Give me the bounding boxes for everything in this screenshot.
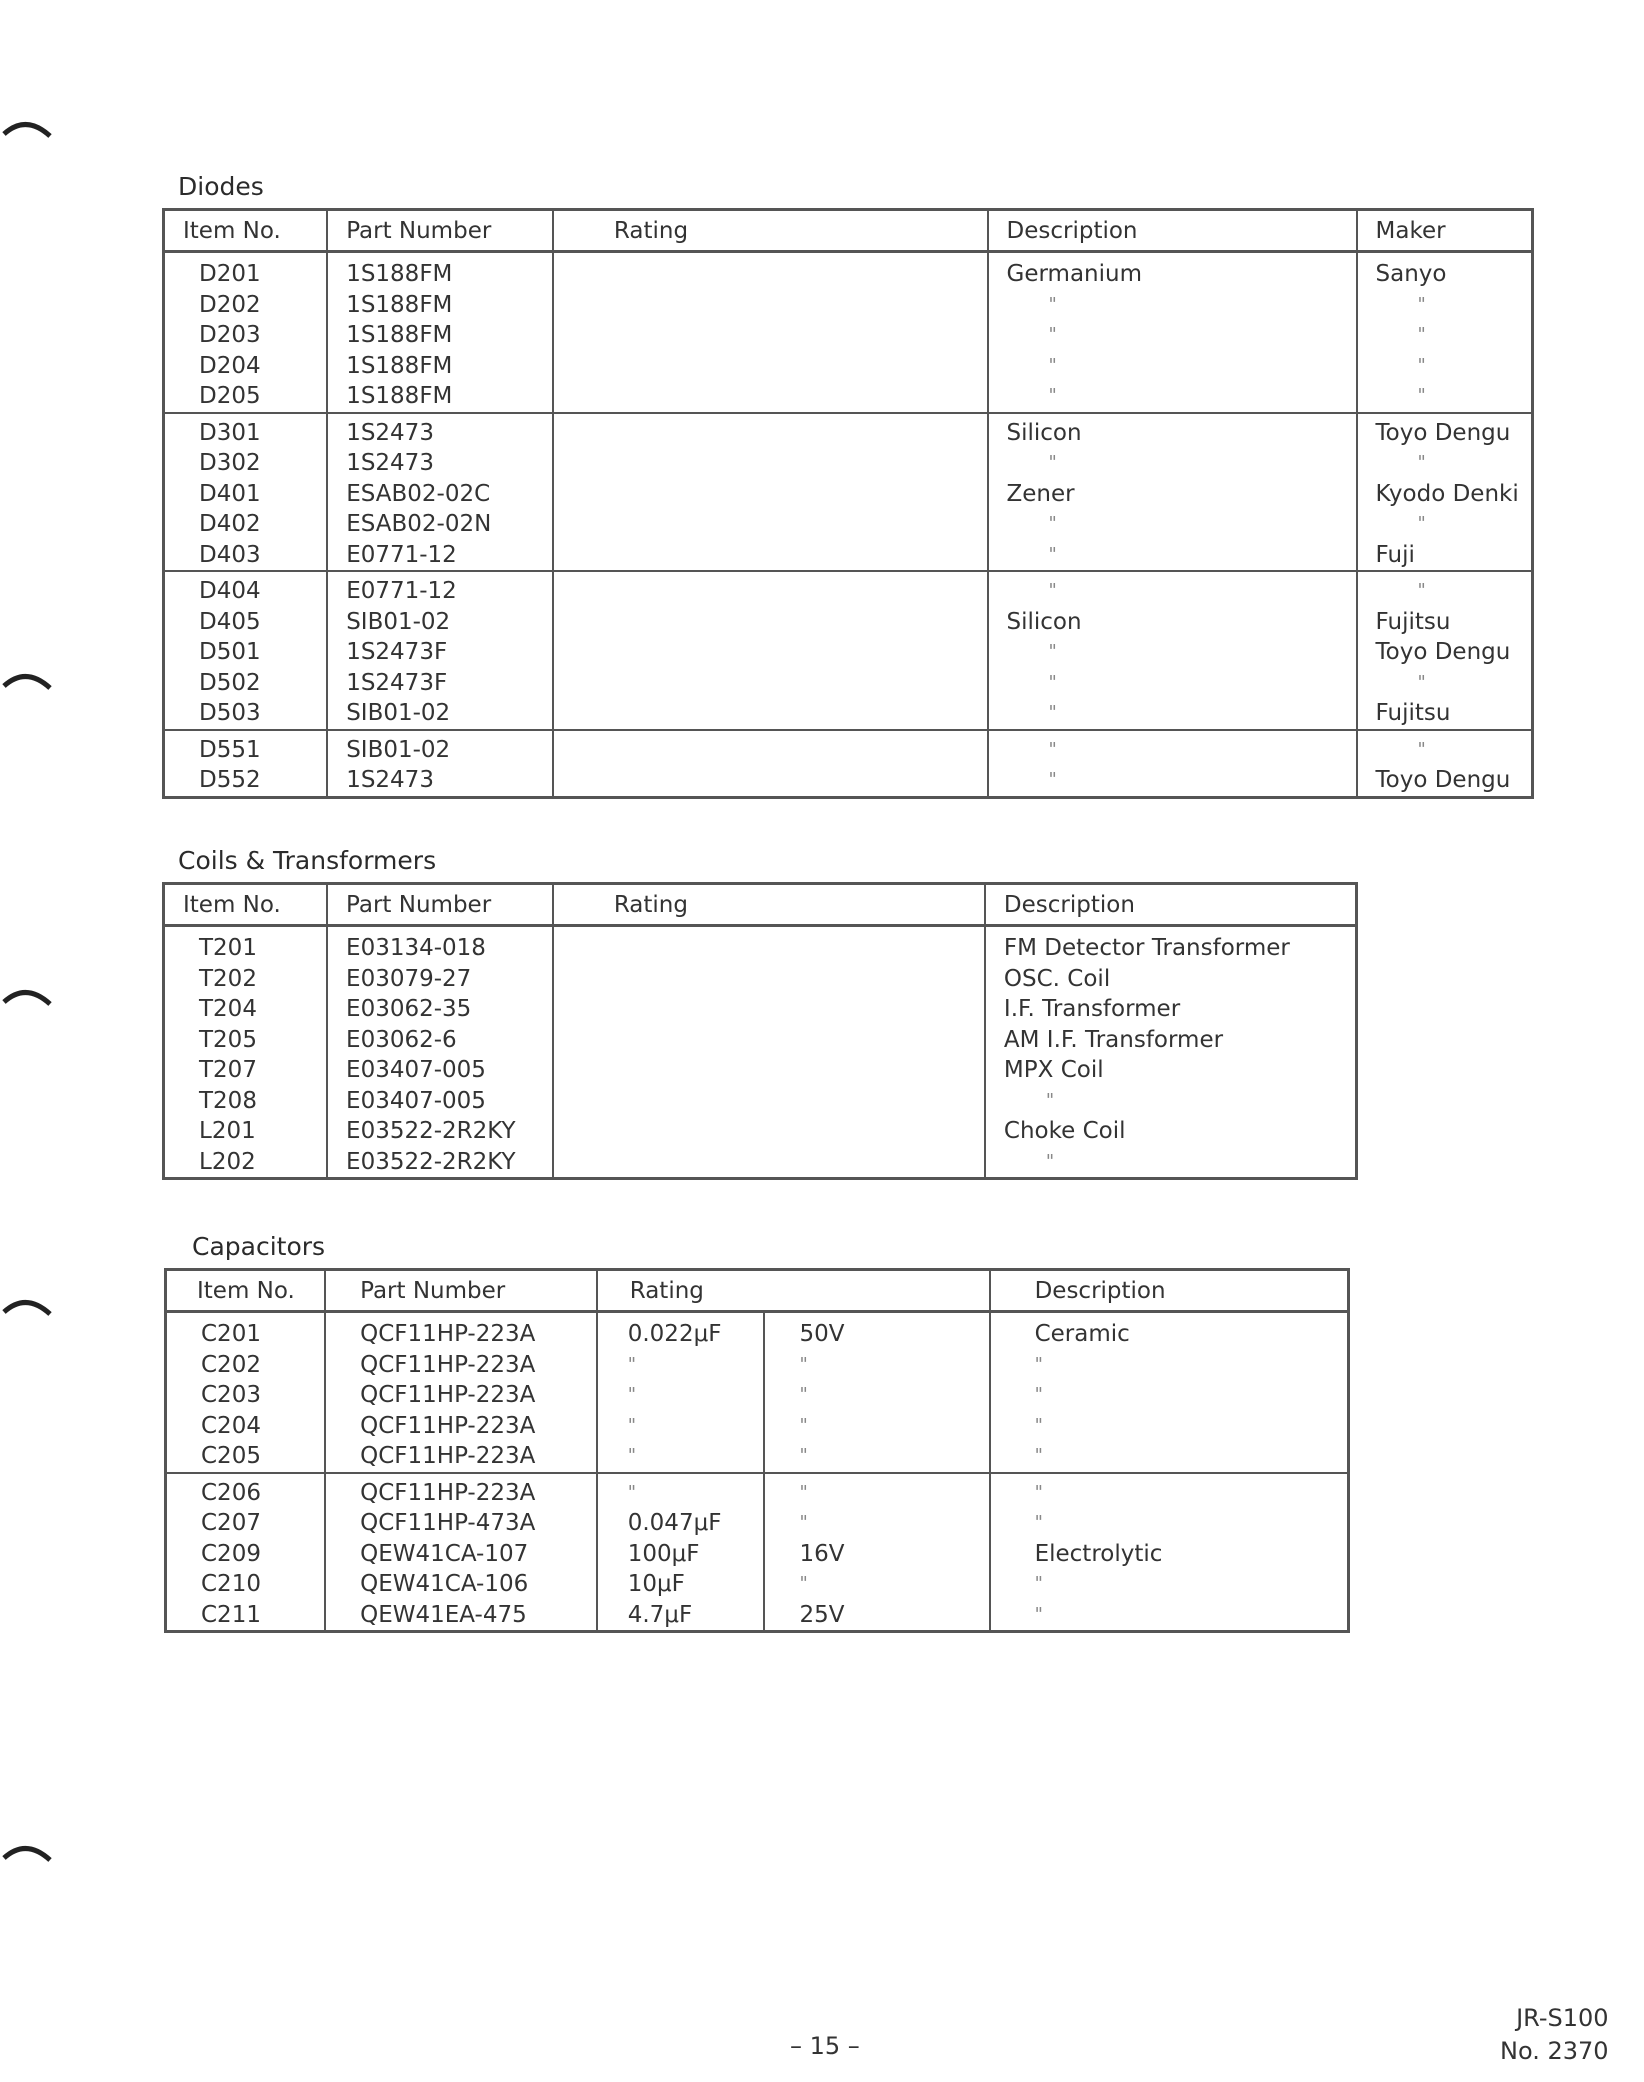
cell-rating <box>553 637 988 668</box>
cell-description: " <box>988 320 1357 351</box>
cell-part-number: 1S188FM <box>327 381 553 413</box>
cell-item-no: D402 <box>164 509 328 540</box>
cell-item-no: C201 <box>166 1312 326 1350</box>
table-row <box>164 698 1533 730</box>
cell-rating <box>553 252 988 290</box>
table-row <box>164 381 1533 413</box>
cell-item-no: C209 <box>166 1539 326 1570</box>
cell-item-no: T204 <box>164 994 328 1025</box>
table-row <box>164 571 1533 607</box>
cell-part-number: QCF11HP-473A <box>325 1508 597 1539</box>
table-row <box>164 730 1533 766</box>
table-row <box>166 1508 1349 1539</box>
cell-rating <box>553 571 988 607</box>
header-part-number: Part Number <box>325 1270 597 1312</box>
cell-description: " <box>990 1380 1349 1411</box>
cell-rating <box>553 926 985 964</box>
cell-part-number: SIB01-02 <box>327 607 553 638</box>
header-maker: Maker <box>1357 210 1533 252</box>
cell-part-number: QCF11HP-223A <box>325 1473 597 1509</box>
cell-rating <box>553 540 988 572</box>
cell-item-no: D404 <box>164 571 328 607</box>
cell-capacitance: " <box>597 1411 765 1442</box>
header-description: Description <box>988 210 1357 252</box>
cell-voltage: " <box>764 1411 989 1442</box>
cell-voltage: " <box>764 1441 989 1473</box>
coils-transformers-table <box>162 882 1358 1180</box>
cell-description: Silicon <box>988 413 1357 449</box>
table-row <box>164 351 1533 382</box>
cell-description: Zener <box>988 479 1357 510</box>
cell-item-no: C204 <box>166 1411 326 1442</box>
cell-description: " <box>990 1441 1349 1473</box>
header-item-no: Item No. <box>166 1270 326 1312</box>
cell-description: Ceramic <box>990 1312 1349 1350</box>
cell-part-number: ESAB02-02N <box>327 509 553 540</box>
cell-voltage: 16V <box>764 1539 989 1570</box>
capacitors-table <box>164 1268 1350 1633</box>
cell-capacitance: " <box>597 1441 765 1473</box>
table-row <box>164 448 1533 479</box>
cell-description: " <box>988 448 1357 479</box>
cell-description: " <box>988 290 1357 321</box>
cell-description: FM Detector Transformer <box>985 926 1357 964</box>
cell-maker: Fuji <box>1357 540 1533 572</box>
cell-maker: " <box>1357 320 1533 351</box>
cell-description: " <box>990 1508 1349 1539</box>
cell-item-no: C205 <box>166 1441 326 1473</box>
cell-item-no: D201 <box>164 252 328 290</box>
cell-part-number: E03522-2R2KY <box>327 1147 553 1179</box>
cell-part-number: SIB01-02 <box>327 698 553 730</box>
cell-part-number: 1S2473F <box>327 668 553 699</box>
cell-item-no: C210 <box>166 1569 326 1600</box>
cell-description: Electrolytic <box>990 1539 1349 1570</box>
cell-item-no: D503 <box>164 698 328 730</box>
cell-rating <box>553 479 988 510</box>
cell-description: I.F. Transformer <box>985 994 1357 1025</box>
table-row <box>164 252 1533 290</box>
cell-item-no: L202 <box>164 1147 328 1179</box>
cell-rating <box>553 668 988 699</box>
header-description: Description <box>990 1270 1349 1312</box>
cell-maker: Toyo Dengu <box>1357 637 1533 668</box>
cell-rating <box>553 413 988 449</box>
header-item-no: Item No. <box>164 210 328 252</box>
cell-maker: " <box>1357 668 1533 699</box>
table-row <box>164 637 1533 668</box>
cell-rating <box>553 730 988 766</box>
cell-rating <box>553 290 988 321</box>
cell-part-number: E0771-12 <box>327 571 553 607</box>
cell-part-number: E03062-6 <box>327 1025 553 1056</box>
table-row <box>164 994 1357 1025</box>
cell-description: " <box>990 1350 1349 1381</box>
table-row <box>164 413 1533 449</box>
cell-item-no: T201 <box>164 926 328 964</box>
table-row <box>166 1411 1349 1442</box>
cell-maker: " <box>1357 351 1533 382</box>
cell-rating <box>553 509 988 540</box>
table-row <box>166 1350 1349 1381</box>
cell-description: " <box>988 351 1357 382</box>
cell-description: MPX Coil <box>985 1055 1357 1086</box>
table-row <box>166 1312 1349 1350</box>
cell-voltage: 50V <box>764 1312 989 1350</box>
cell-capacitance: 100μF <box>597 1539 765 1570</box>
cell-description: " <box>988 381 1357 413</box>
cell-rating <box>553 964 985 995</box>
cell-voltage: " <box>764 1350 989 1381</box>
cell-part-number: E03407-005 <box>327 1086 553 1117</box>
cell-capacitance: 0.047μF <box>597 1508 765 1539</box>
cell-item-no: C202 <box>166 1350 326 1381</box>
cell-part-number: QCF11HP-223A <box>325 1411 597 1442</box>
cell-item-no: D501 <box>164 637 328 668</box>
cell-description: " <box>990 1473 1349 1509</box>
cell-part-number: E03079-27 <box>327 964 553 995</box>
cell-part-number: E03134-018 <box>327 926 553 964</box>
cell-part-number: E0771-12 <box>327 540 553 572</box>
cell-maker: " <box>1357 290 1533 321</box>
cell-maker: " <box>1357 509 1533 540</box>
cell-maker: Toyo Dengu <box>1357 413 1533 449</box>
cell-rating <box>553 765 988 797</box>
cell-maker: Fujitsu <box>1357 607 1533 638</box>
cell-part-number: E03407-005 <box>327 1055 553 1086</box>
table-row <box>166 1441 1349 1473</box>
cell-item-no: T208 <box>164 1086 328 1117</box>
table-row <box>164 926 1357 964</box>
binder-hole-mark <box>0 1290 58 1320</box>
cell-item-no: D302 <box>164 448 328 479</box>
table-row <box>164 1025 1357 1056</box>
table-row <box>164 540 1533 572</box>
cell-rating <box>553 1055 985 1086</box>
table-row <box>166 1600 1349 1632</box>
cell-item-no: D405 <box>164 607 328 638</box>
document-reference <box>1500 2002 1609 2068</box>
cell-part-number: E03522-2R2KY <box>327 1116 553 1147</box>
header-part-number: Part Number <box>327 884 553 926</box>
table-row <box>164 607 1533 638</box>
table-row <box>164 479 1533 510</box>
table-row <box>164 1086 1357 1117</box>
cell-description: " <box>988 637 1357 668</box>
cell-part-number: SIB01-02 <box>327 730 553 766</box>
table-row <box>164 320 1533 351</box>
cell-description: " <box>990 1569 1349 1600</box>
cell-rating <box>553 607 988 638</box>
cell-maker: Kyodo Denki <box>1357 479 1533 510</box>
cell-item-no: C211 <box>166 1600 326 1632</box>
cell-rating <box>553 994 985 1025</box>
capacitors-title: Capacitors <box>192 1232 326 1261</box>
header-rating: Rating <box>597 1270 990 1312</box>
cell-voltage: " <box>764 1508 989 1539</box>
diodes-title: Diodes <box>178 172 264 201</box>
cell-part-number: 1S2473 <box>327 413 553 449</box>
table-row <box>164 290 1533 321</box>
page-number: – 15 – <box>790 2032 860 2060</box>
cell-description: " <box>985 1086 1357 1117</box>
cell-description: " <box>990 1600 1349 1632</box>
cell-part-number: 1S188FM <box>327 351 553 382</box>
cell-description: OSC. Coil <box>985 964 1357 995</box>
cell-item-no: D551 <box>164 730 328 766</box>
cell-item-no: D502 <box>164 668 328 699</box>
cell-rating <box>553 351 988 382</box>
cell-description: " <box>990 1411 1349 1442</box>
binder-hole-mark <box>0 112 58 142</box>
cell-item-no: D203 <box>164 320 328 351</box>
cell-description: " <box>988 509 1357 540</box>
header-description: Description <box>985 884 1357 926</box>
cell-rating <box>553 1086 985 1117</box>
document-number: No. 2370 <box>1500 2037 1609 2065</box>
cell-rating <box>553 448 988 479</box>
cell-description: Choke Coil <box>985 1116 1357 1147</box>
cell-rating <box>553 381 988 413</box>
cell-part-number: 1S188FM <box>327 290 553 321</box>
table-row <box>166 1539 1349 1570</box>
cell-part-number: QCF11HP-223A <box>325 1350 597 1381</box>
cell-capacitance: 10μF <box>597 1569 765 1600</box>
cell-item-no: D301 <box>164 413 328 449</box>
cell-item-no: C207 <box>166 1508 326 1539</box>
cell-rating <box>553 698 988 730</box>
cell-description: AM I.F. Transformer <box>985 1025 1357 1056</box>
cell-description: " <box>988 765 1357 797</box>
cell-rating <box>553 1116 985 1147</box>
cell-item-no: T207 <box>164 1055 328 1086</box>
cell-item-no: L201 <box>164 1116 328 1147</box>
cell-item-no: D403 <box>164 540 328 572</box>
cell-part-number: 1S2473 <box>327 765 553 797</box>
cell-part-number: QEW41EA-475 <box>325 1600 597 1632</box>
cell-item-no: C203 <box>166 1380 326 1411</box>
cell-description: " <box>988 668 1357 699</box>
table-row <box>164 1116 1357 1147</box>
table-row <box>164 964 1357 995</box>
cell-rating <box>553 1147 985 1179</box>
table-row <box>166 1380 1349 1411</box>
cell-maker: " <box>1357 730 1533 766</box>
diodes-table <box>162 208 1534 799</box>
cell-maker: " <box>1357 571 1533 607</box>
cell-maker: Fujitsu <box>1357 698 1533 730</box>
cell-part-number: E03062-35 <box>327 994 553 1025</box>
cell-description: " <box>988 571 1357 607</box>
cell-part-number: 1S2473F <box>327 637 553 668</box>
cell-capacitance: 4.7μF <box>597 1600 765 1632</box>
cell-maker: Sanyo <box>1357 252 1533 290</box>
cell-item-no: D401 <box>164 479 328 510</box>
cell-description: " <box>988 540 1357 572</box>
cell-description: Germanium <box>988 252 1357 290</box>
binder-hole-mark <box>0 1836 58 1866</box>
cell-capacitance: " <box>597 1473 765 1509</box>
table-row <box>164 765 1533 797</box>
cell-description: " <box>985 1147 1357 1179</box>
cell-rating <box>553 320 988 351</box>
binder-hole-mark <box>0 980 58 1010</box>
cell-capacitance: " <box>597 1380 765 1411</box>
header-item-no: Item No. <box>164 884 328 926</box>
cell-part-number: ESAB02-02C <box>327 479 553 510</box>
cell-item-no: D204 <box>164 351 328 382</box>
cell-rating <box>553 1025 985 1056</box>
cell-part-number: QCF11HP-223A <box>325 1441 597 1473</box>
cell-voltage: " <box>764 1569 989 1600</box>
model-number: JR-S100 <box>1516 2004 1609 2032</box>
cell-item-no: C206 <box>166 1473 326 1509</box>
cell-item-no: D202 <box>164 290 328 321</box>
cell-capacitance: 0.022μF <box>597 1312 765 1350</box>
table-row <box>166 1569 1349 1600</box>
cell-part-number: 1S188FM <box>327 320 553 351</box>
header-rating: Rating <box>553 884 985 926</box>
cell-voltage: 25V <box>764 1600 989 1632</box>
cell-capacitance: " <box>597 1350 765 1381</box>
cell-item-no: D205 <box>164 381 328 413</box>
cell-part-number: 1S2473 <box>327 448 553 479</box>
cell-maker: " <box>1357 448 1533 479</box>
cell-maker: " <box>1357 381 1533 413</box>
cell-description: " <box>988 730 1357 766</box>
cell-item-no: T205 <box>164 1025 328 1056</box>
cell-description: " <box>988 698 1357 730</box>
table-row <box>164 1055 1357 1086</box>
cell-description: Silicon <box>988 607 1357 638</box>
cell-voltage: " <box>764 1380 989 1411</box>
cell-maker: Toyo Dengu <box>1357 765 1533 797</box>
cell-part-number: QCF11HP-223A <box>325 1380 597 1411</box>
cell-part-number: QEW41CA-107 <box>325 1539 597 1570</box>
header-rating: Rating <box>553 210 988 252</box>
cell-part-number: QEW41CA-106 <box>325 1569 597 1600</box>
cell-item-no: T202 <box>164 964 328 995</box>
table-row <box>164 509 1533 540</box>
cell-item-no: D552 <box>164 765 328 797</box>
coils-title: Coils & Transformers <box>178 846 437 875</box>
table-row <box>164 1147 1357 1179</box>
cell-part-number: 1S188FM <box>327 252 553 290</box>
table-row <box>164 668 1533 699</box>
binder-hole-mark <box>0 664 58 694</box>
header-part-number: Part Number <box>327 210 553 252</box>
cell-voltage: " <box>764 1473 989 1509</box>
cell-part-number: QCF11HP-223A <box>325 1312 597 1350</box>
table-row <box>166 1473 1349 1509</box>
